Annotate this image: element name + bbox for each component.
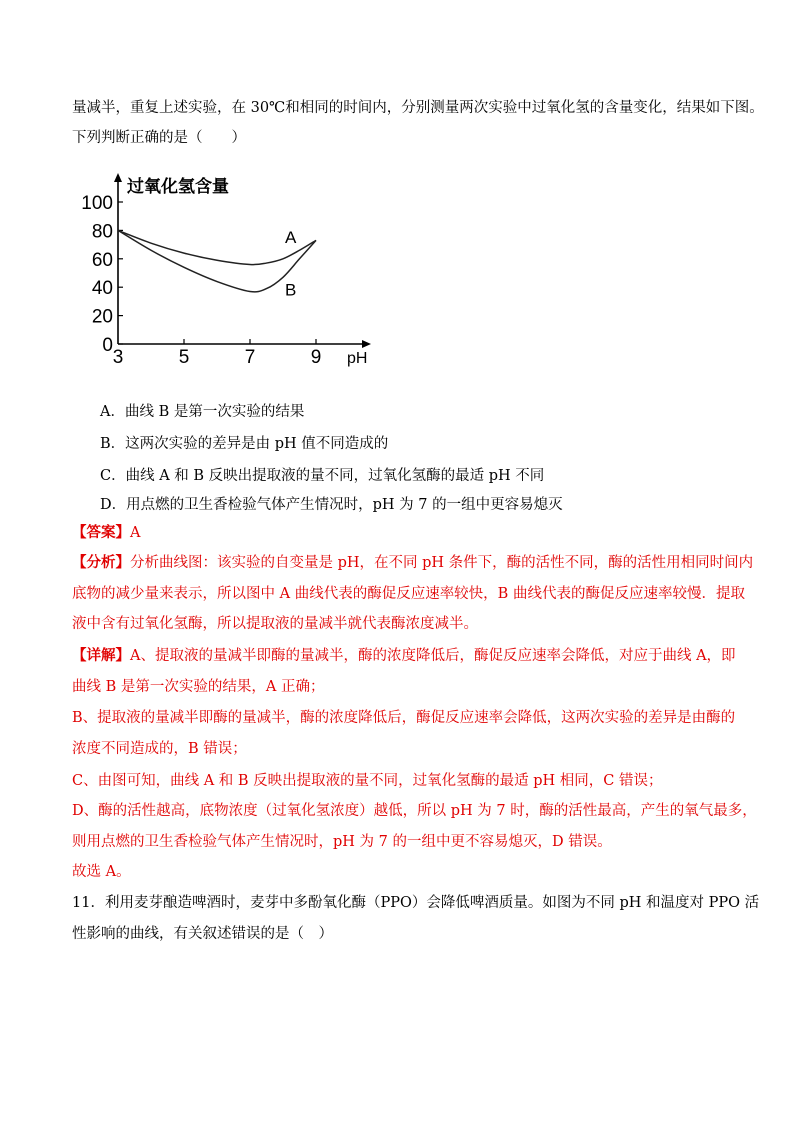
x-tick-label: 9 [310,347,322,368]
option-b: B．这两次实验的差异是由 pH 值不同造成的 [100,436,389,452]
series-label-a: A [285,227,297,247]
question11-line2: 性影响的曲线，有关叙述错误的是（ ） [72,926,333,942]
question-intro-line1: 量减半，重复上述实验，在 30℃和相同的时间内，分别测量两次实验中过氧化氢的含量变化，结果如下图。 [72,100,764,116]
analysis-line3: 液中含有过氧化氢酶，所以提取液的量减半就代表酶浓度减半。 [72,616,478,632]
detail-a-line2: 曲线 B 是第一次实验的结果，A 正确； [72,679,325,695]
x-axis-arrow [362,340,371,348]
detail-conclusion: 故选 A。 [72,864,131,880]
analysis-tag: 【分析】 [72,554,130,571]
hydrogen-peroxide-chart [75,172,385,372]
detail-d-line1: D、酶的活性越高，底物浓度（过氧化氢浓度）越低，所以 pH 为 7 时，酶的活性最高，产生的氧气最多， [72,803,757,819]
y-tick-label: 0 [102,335,113,356]
detail-tag: 【详解】 [72,647,130,664]
answer-value: A [130,525,141,541]
y-tick-label: 60 [91,249,113,271]
y-tick-label: 100 [81,193,113,214]
answer-line [72,523,140,543]
series-label-b: B [285,280,297,300]
y-tick-label: 20 [91,306,113,328]
analysis-line1 [72,553,753,573]
option-c: C．曲线 A 和 B 反映出提取液的量不同，过氧化氢酶的最适 pH 不同 [100,468,545,484]
detail-line1 [72,646,736,666]
detail-a-text1: A、提取液的量减半即酶的量减半，酶的浓度降低后，酶促反应速率会降低，对应于曲线 A，即 [130,648,736,664]
detail-b-line1: B、提取液的量减半即酶的量减半，酶的浓度降低后，酶促反应速率会降低，这两次实验的差异是由酶的 [72,710,736,726]
x-tick-label: 5 [178,347,190,368]
x-axis-label: pH [347,350,368,367]
series-group [118,228,316,299]
question-intro-line2: 下列判断正确的是（ ） [72,130,246,146]
detail-d-line2: 则用点燃的卫生香检验气体产生情况时，pH 为 7 的一组中更不容易熄灭，D 错误。 [72,834,612,850]
option-a: A．曲线 B 是第一次实验的结果 [100,404,305,420]
y-axis-arrow [114,173,122,182]
analysis-line2: 底物的减少量来表示，所以图中 A 曲线代表的酶促反应速率较快，B 曲线代表的酶促反应速率较慢．提取 [72,586,745,602]
detail-c-line1: C、由图可知，曲线 A 和 B 反映出提取液的量不同，过氧化氢酶的最适 pH 相同，C 错误； [72,773,663,789]
chart-title: 过氧化氢含量 [127,177,229,196]
analysis-text1: 分析曲线图：该实验的自变量是 pH，在不同 pH 条件下，酶的活性不同，酶的活性用相同时间内 [130,555,754,571]
y-tick-label: 80 [91,221,113,243]
option-d: D．用点燃的卫生香检验气体产生情况时，pH 为 7 的一组中更容易熄灭 [100,497,563,513]
x-tick-label: 3 [112,347,124,368]
answer-tag: 【答案】 [72,524,130,541]
y-tick-label: 40 [91,278,113,300]
y-tick-group [81,193,123,356]
question11-line1: 11．利用麦芽酿造啤酒时，麦芽中多酚氧化酶（PPO）会降低啤酒质量。如图为不同 pH 和温度对 PPO 活 [72,895,760,911]
x-tick-label: 7 [244,347,256,368]
detail-b-line2: 浓度不同造成的，B 错误； [72,741,247,757]
